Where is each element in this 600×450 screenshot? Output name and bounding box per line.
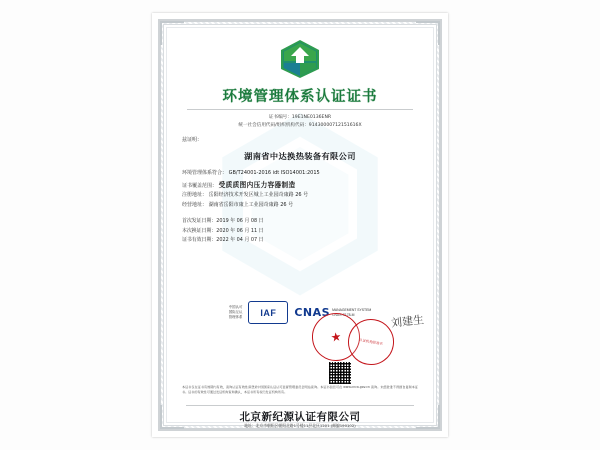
certificate-content — [168, 29, 432, 421]
standard-value: GB/T24001-2016 idt ISO14001:2015 — [228, 170, 320, 177]
cnas-cn-line-2: 国际互认 — [228, 310, 243, 315]
reissue-date: 本次换证日期：2020 年 06 月 11 日 — [182, 227, 264, 234]
standard-label: 环境管理体系符合： — [182, 170, 228, 177]
iaf-logo-icon: IAF — [248, 301, 288, 324]
cnas-sub-line-2: CNAS C178-M — [332, 312, 355, 317]
authorized-signature: 刘建生 — [390, 313, 425, 330]
issuer-name: 北京新纪源认证有限公司 — [239, 411, 361, 423]
address-label: 注册地址： — [182, 192, 208, 199]
certificate-page — [152, 13, 448, 437]
seal-right-text: 认证机构批准书 — [358, 337, 384, 346]
site-label: 经营地址： — [182, 201, 208, 208]
cnas-logo-icon: CNAS — [294, 306, 331, 319]
issuer-address: 地址：北京市朝阳区朝阳北路1号楼11层北区1201 (邮编190102) — [244, 423, 356, 428]
standard-row — [182, 169, 418, 179]
certificate-dates — [182, 217, 418, 246]
scope-value: 受质质图内压力容器制造 — [218, 180, 296, 189]
cnas-cn-line-3: 管理体系 — [228, 314, 243, 319]
expiry-date: 证书有效日期：2022 年 04 月 07 日 — [182, 237, 264, 244]
awarded-label: 兹证明： — [182, 137, 203, 144]
company-name: 湖南省中达换热装备有限公司 — [244, 150, 356, 161]
star-icon: ★ — [329, 329, 343, 345]
site-row — [182, 201, 418, 211]
certificate-body — [182, 136, 418, 210]
first-issue-date: 首次发证日期：2019 年 06 月 08 日 — [182, 218, 264, 225]
issuer-divider — [186, 405, 414, 406]
cnas-cn-line-1: 中国认可 — [228, 305, 243, 310]
qr-code-icon — [328, 361, 352, 385]
cnas-chinese-text — [229, 305, 243, 319]
address-value: 岳阳经济技术开发区城上工业园奇康路 26 号 — [208, 192, 309, 199]
fineprint-text: 本证书仅在证书有效期内有效，查询认证有效性请登录中国国家认证认可监督管理委员会网站查询。本证书信息可在 www.cnca.gov.cn 查询。未经批准不得擅自复制本证书。证书的有效性可通过发证机构查询确认，本证书所有权归发证机构所有。 — [182, 385, 418, 394]
green-hexagon-arrow-logo-icon — [278, 39, 322, 79]
address-row — [182, 191, 418, 201]
scope-row — [182, 179, 418, 192]
certificate-meta — [238, 114, 361, 129]
credit-code: 统一社会信用代码/组织机构代码：91430000712151616X — [238, 122, 362, 128]
scope-label: 证书覆盖范围： — [182, 182, 218, 189]
certificate-title: 环境管理体系认证证书 — [222, 89, 378, 105]
certificate-number: 证书编号：19E1NE0136ENR — [268, 115, 332, 120]
site-value: 湖南省岳阳市康上工业园奇康路 26 号 — [208, 201, 294, 208]
cnas-sub-line-1: MANAGEMENT SYSTEM — [332, 307, 372, 312]
title-divider — [187, 109, 413, 110]
